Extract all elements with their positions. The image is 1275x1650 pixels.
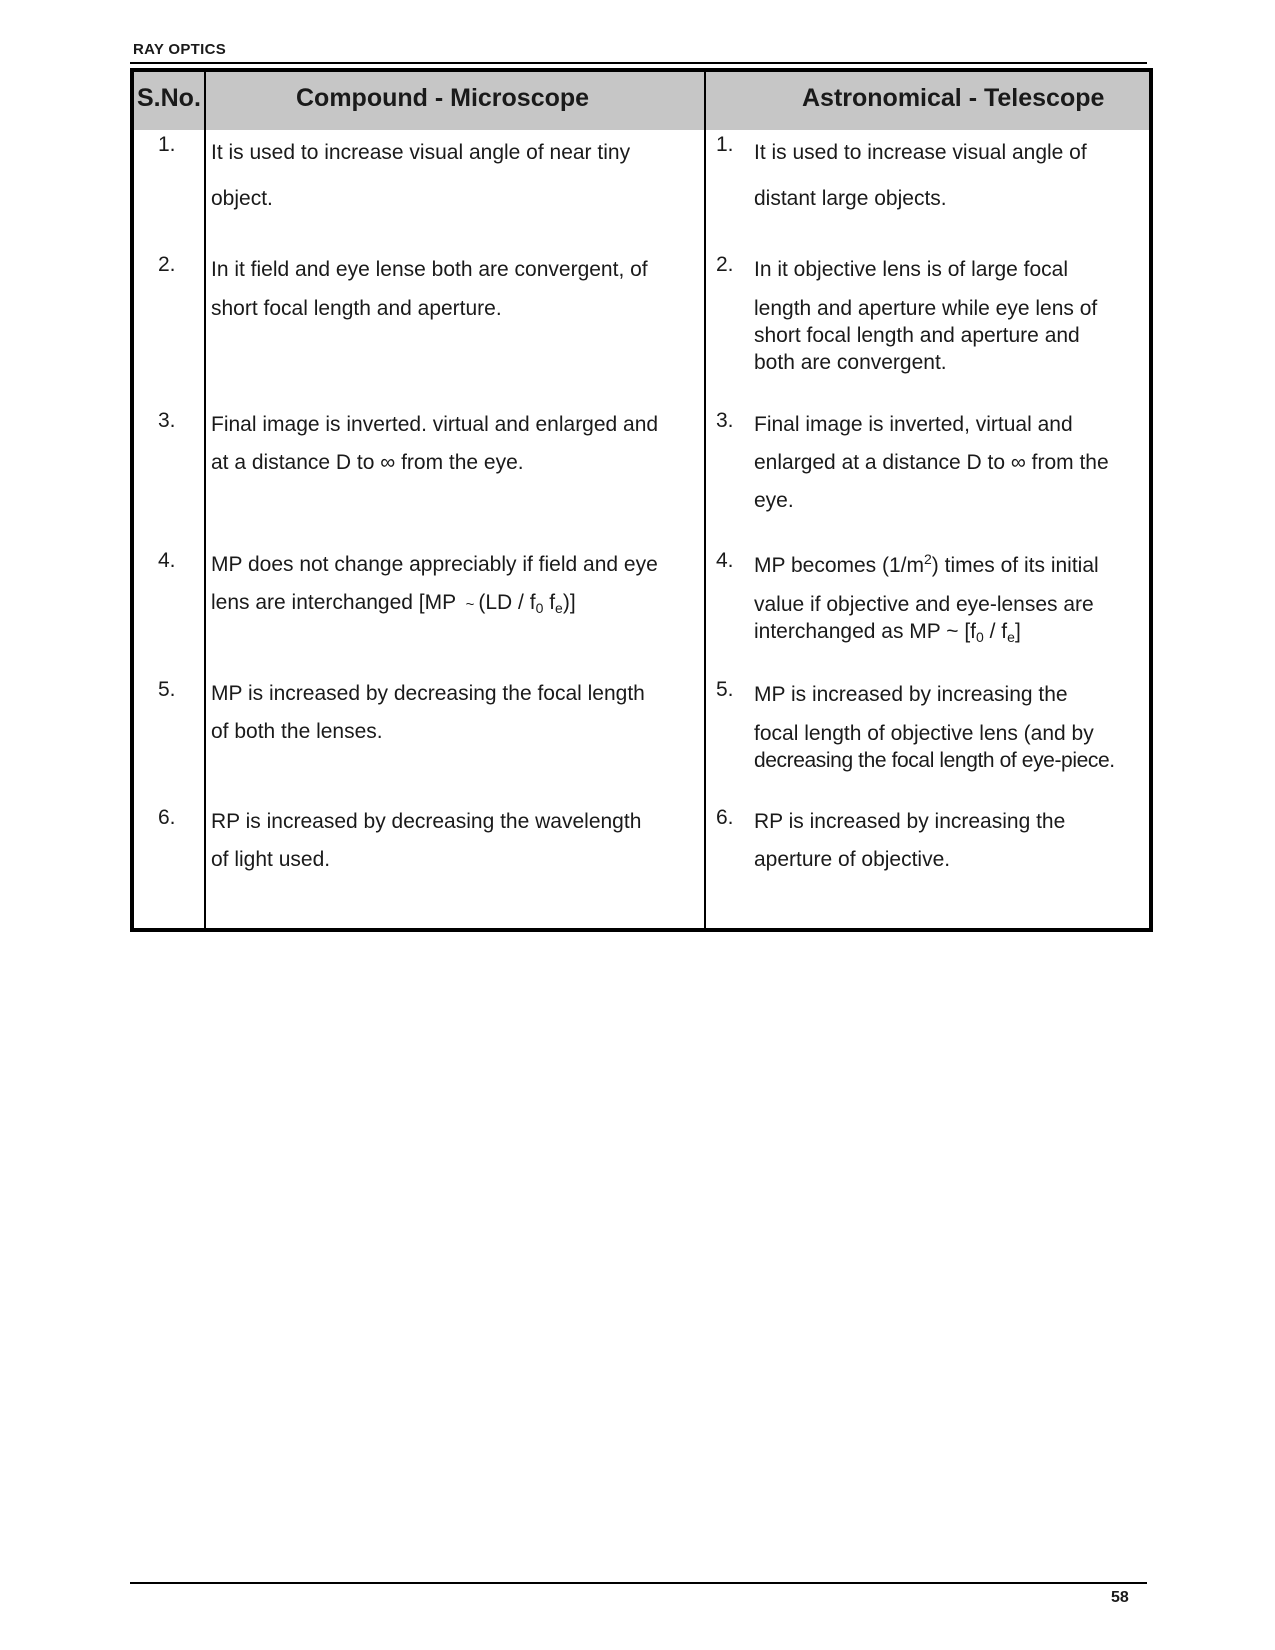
microscope-cell	[211, 406, 701, 482]
row-number: 1.	[158, 133, 176, 156]
telescope-cell	[754, 256, 1149, 376]
cell-line: In it objective lens is of large focal	[754, 258, 1068, 281]
microscope-cell	[211, 250, 701, 328]
microscope-cell	[211, 130, 701, 222]
row-number: 6.	[716, 806, 734, 829]
cell-line	[211, 584, 701, 624]
subscript: 0	[535, 600, 544, 616]
telescope-cell	[754, 406, 1149, 520]
cell-line	[754, 552, 1149, 579]
approx-symbol: ~	[465, 596, 475, 613]
telescope-cell	[754, 130, 1149, 222]
cell-line	[754, 618, 1149, 645]
header-divider	[130, 62, 1147, 64]
footer-divider	[130, 1582, 1147, 1584]
cell-line: RP is increased by increasing the	[754, 810, 1066, 833]
cell-line: length and aperture while eye lens of	[754, 297, 1098, 320]
telescope-cell	[754, 681, 1149, 774]
cell-line: RP is increased by decreasing the wavelength	[211, 810, 642, 833]
cell-line: It is used to increase visual angle of near tiny	[211, 141, 631, 164]
telescope-cell	[754, 552, 1149, 645]
cell-line: short focal length and aperture.	[211, 297, 502, 320]
cell-line: decreasing the focal length of eye-piece.	[754, 749, 1115, 772]
cell-line: eye.	[754, 489, 794, 512]
cell-line: short focal length and aperture and	[754, 324, 1080, 347]
column-divider-middle	[704, 72, 706, 928]
cell-line: MP is increased by decreasing the focal length	[211, 682, 645, 705]
microscope-cell	[211, 803, 701, 879]
row-number: 5.	[716, 678, 734, 701]
row-number: 6.	[158, 806, 176, 829]
cell-line: MP does not change appreciably if field and eye	[211, 553, 658, 576]
text-fragment: )]	[562, 591, 576, 614]
text-fragment: ]	[1014, 620, 1021, 643]
cell-line: both are convergent.	[754, 351, 947, 374]
comparison-table	[130, 68, 1153, 932]
text-fragment: / f	[983, 620, 1008, 643]
cell-line: of light used.	[211, 848, 331, 871]
text-fragment: ) times of its initial	[931, 554, 1099, 577]
page-number: 58	[1111, 1589, 1129, 1606]
cell-line: MP is increased by increasing the	[754, 683, 1068, 706]
telescope-cell	[754, 803, 1149, 879]
cell-line: value if objective and eye-lenses are	[754, 593, 1094, 616]
row-number: 5.	[158, 678, 176, 701]
cell-line: at a distance D to ∞ from the eye.	[211, 451, 524, 474]
cell-line: enlarged at a distance D to ∞ from the	[754, 451, 1109, 474]
cell-line: object.	[211, 187, 273, 210]
row-number: 4.	[158, 549, 176, 572]
subscript: e	[1007, 629, 1015, 645]
text-fragment: lens are interchanged [MP	[211, 591, 456, 614]
cell-line: Final image is inverted, virtual and	[754, 413, 1073, 436]
row-number: 2.	[716, 253, 734, 276]
text-fragment: MP becomes (1/m	[754, 554, 924, 577]
cell-line: aperture of objective.	[754, 848, 951, 871]
row-number: 1.	[716, 133, 734, 156]
superscript: 2	[924, 551, 932, 567]
row-number: 4.	[716, 549, 734, 572]
row-number: 3.	[158, 409, 176, 432]
subscript: e	[555, 600, 563, 616]
subscript: 0	[976, 629, 984, 645]
cell-line: In it field and eye lense both are convergent, of	[211, 258, 648, 281]
text-fragment: interchanged as MP ~ [f	[754, 620, 976, 643]
header-compound-microscope: Compound - Microscope	[296, 84, 590, 112]
cell-line: distant large objects.	[754, 187, 947, 210]
cell-line: It is used to increase visual angle of	[754, 141, 1087, 164]
header-sno: S.No.	[137, 84, 201, 112]
microscope-cell	[211, 675, 701, 751]
cell-line: Final image is inverted. virtual and enlarged and	[211, 413, 659, 436]
row-number: 3.	[716, 409, 734, 432]
cell-line: of both the lenses.	[211, 720, 383, 743]
running-header: RAY OPTICS	[133, 41, 227, 58]
column-divider-sno	[204, 72, 206, 928]
text-fragment: f	[543, 591, 556, 614]
text-fragment: (LD / f	[478, 591, 536, 614]
header-astronomical-telescope: Astronomical - Telescope	[802, 84, 1105, 112]
cell-line: focal length of objective lens (and by	[754, 722, 1094, 745]
microscope-cell	[211, 546, 701, 624]
row-number: 2.	[158, 253, 176, 276]
